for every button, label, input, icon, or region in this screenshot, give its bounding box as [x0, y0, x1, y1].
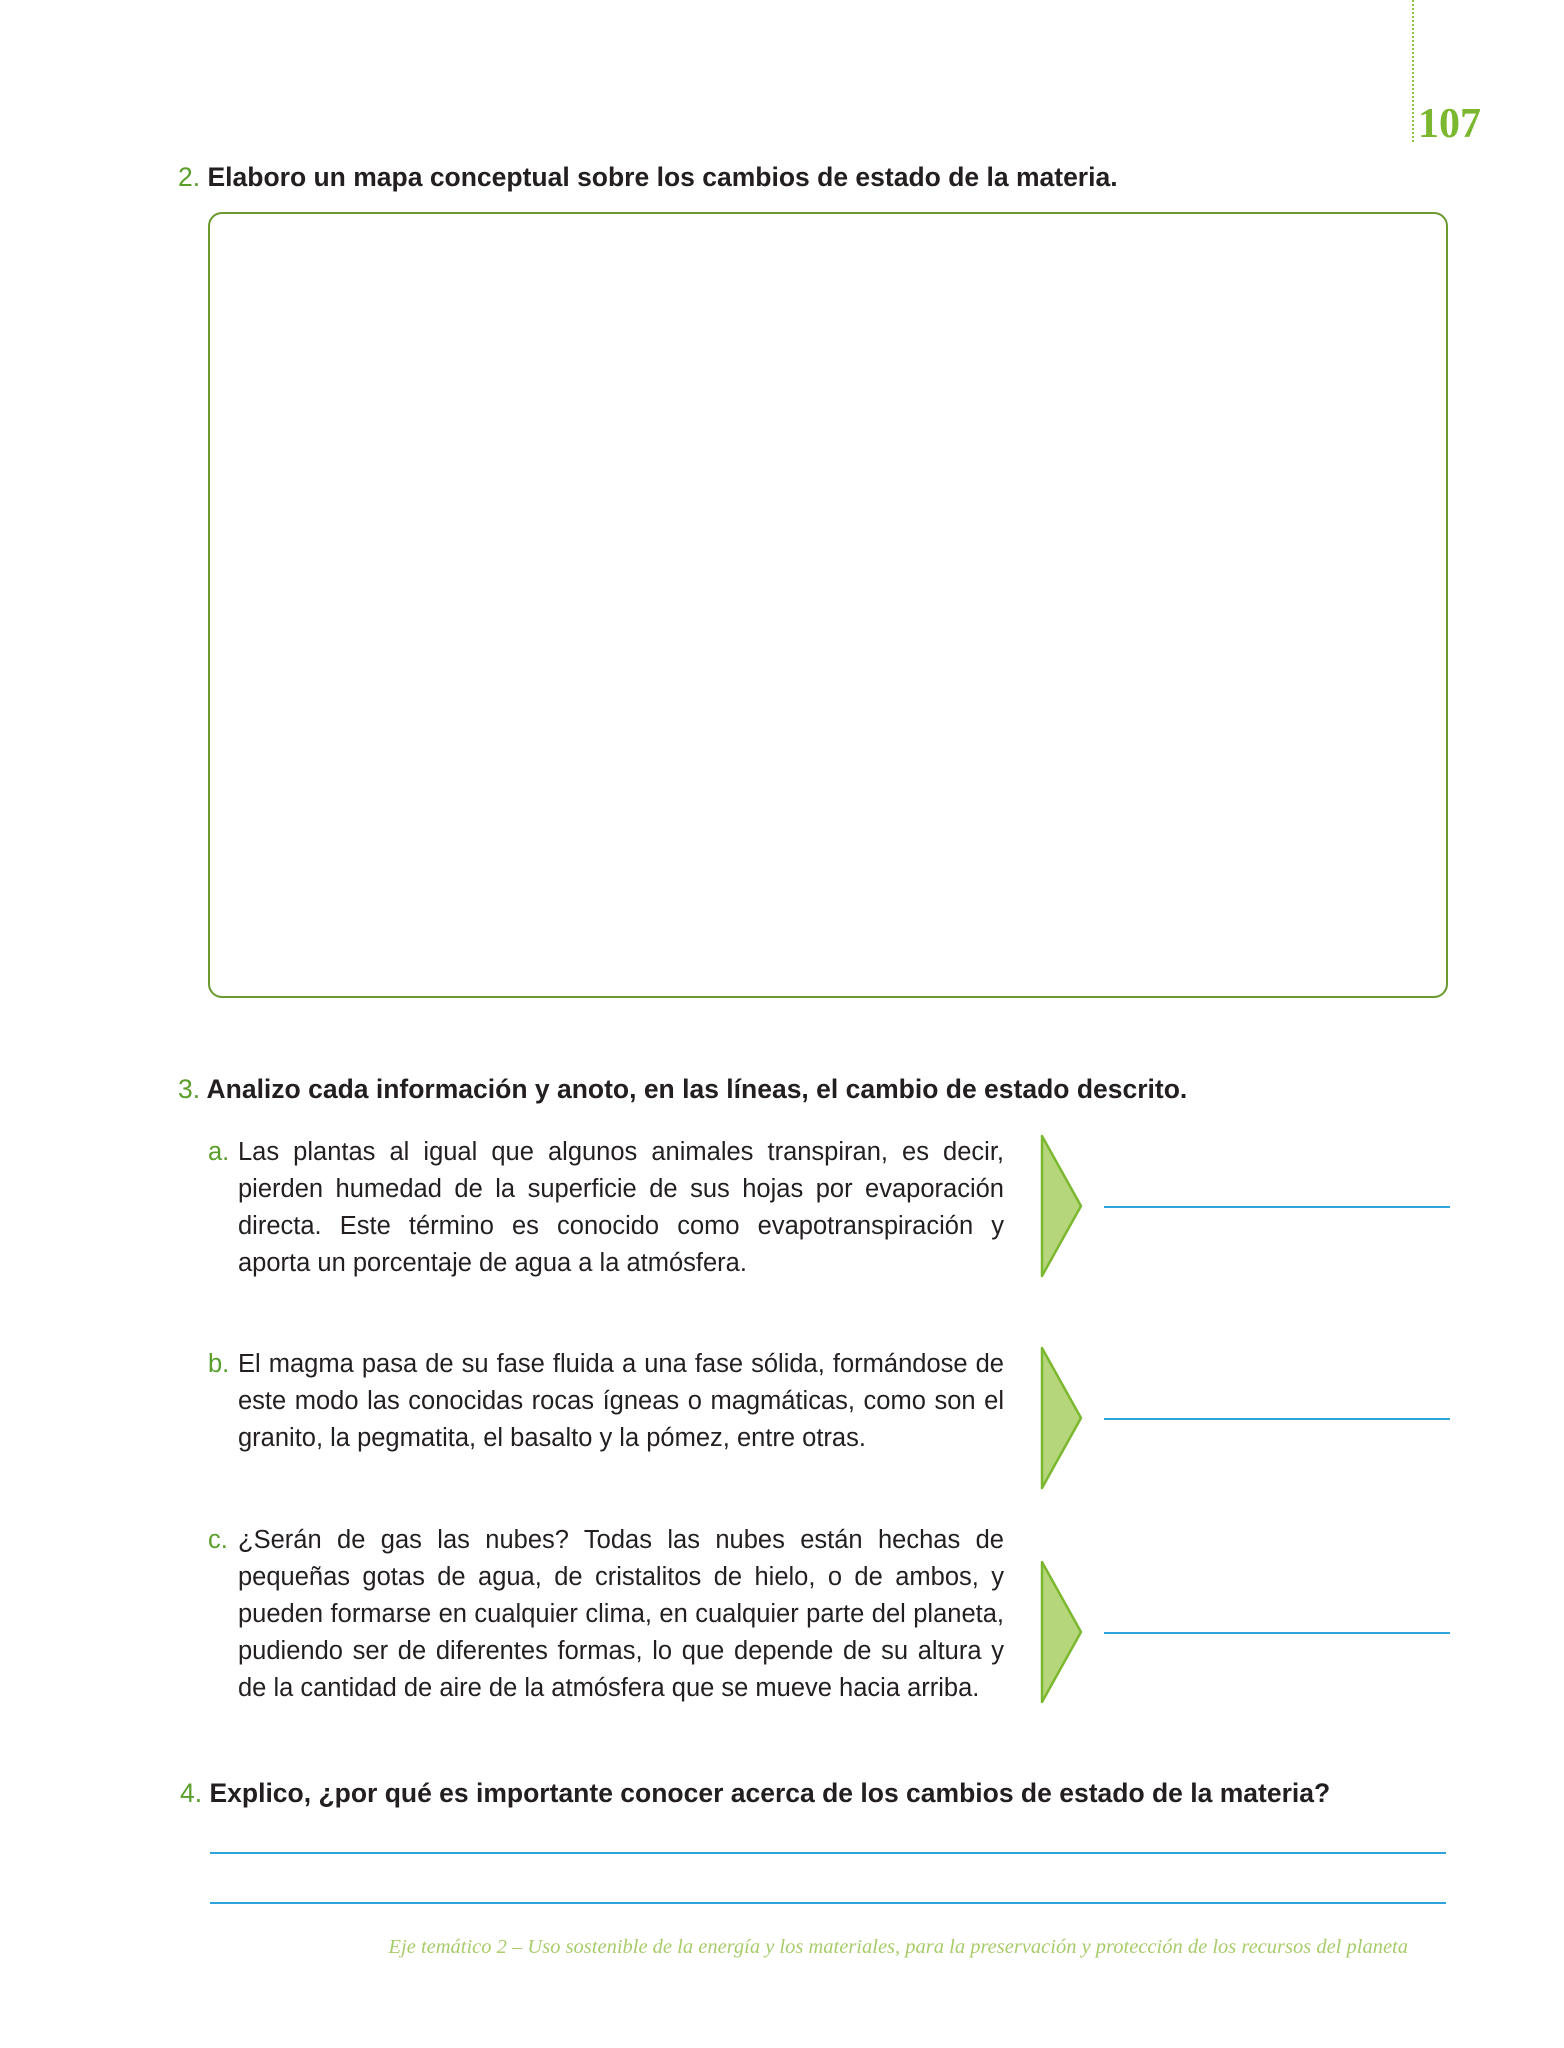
- page-number-divider: [1412, 0, 1414, 142]
- page-number: 107: [1418, 101, 1481, 147]
- item-text: El magma pasa de su fase fluida a una fase sólida, formándose de este modo las conocidas rocas ígneas o magmáticas, como son el granito, la pegmatita, el basalto y la pómez, entre otras.: [238, 1350, 1004, 1452]
- question-4: [180, 1776, 1330, 1810]
- question-3-item-c: [208, 1522, 1004, 1707]
- chevron-arrow-icon: [1040, 1560, 1084, 1704]
- item-letter: a.: [208, 1138, 230, 1166]
- item-letter: c.: [208, 1526, 228, 1554]
- footer-caption: Eje temático 2 – Uso sostenible de la energía y los materiales, para la preservación y protección de los recursos del planeta: [388, 1936, 1408, 1958]
- question-3-number: 3.: [178, 1074, 201, 1104]
- chevron-arrow-icon: [1040, 1346, 1084, 1490]
- question-2: [178, 160, 1118, 194]
- answer-line-b[interactable]: [1104, 1418, 1450, 1420]
- question-3-text: Analizo cada información y anoto, en las líneas, el cambio de estado descrito.: [206, 1074, 1188, 1104]
- question-2-number: 2.: [178, 162, 201, 192]
- item-text: Las plantas al igual que algunos animales transpiran, es decir, pierden humedad de la superficie de sus hojas por evaporación directa. Este término es conocido como evapotranspiración y aporta un porcentaje de agua a la atmósfera.: [238, 1138, 1004, 1277]
- item-letter: b.: [208, 1350, 230, 1378]
- answer-line-q4-2[interactable]: [210, 1902, 1446, 1904]
- answer-line-q4-1[interactable]: [210, 1852, 1446, 1854]
- item-text: ¿Serán de gas las nubes? Todas las nubes están hechas de pequeñas gotas de agua, de cristalitos de hielo, o de ambos, y pueden formarse en cualquier clima, en cualquier parte del planeta, pudiendo ser de diferentes formas, lo que depende de su altura y de la cantidad de aire de la atmósfera que se mueve hacia arriba.: [238, 1526, 1004, 1702]
- chevron-arrow-icon: [1040, 1134, 1084, 1278]
- question-4-text: Explico, ¿por qué es importante conocer acerca de los cambios de estado de la materia?: [209, 1778, 1331, 1808]
- question-2-text: Elaboro un mapa conceptual sobre los cambios de estado de la materia.: [207, 162, 1118, 192]
- concept-map-answer-box[interactable]: [208, 212, 1448, 998]
- question-3: [178, 1072, 1187, 1106]
- question-3-item-b: [208, 1346, 1004, 1457]
- question-3-item-a: [208, 1134, 1004, 1282]
- answer-line-a[interactable]: [1104, 1206, 1450, 1208]
- question-4-number: 4.: [180, 1778, 203, 1808]
- answer-line-c[interactable]: [1104, 1632, 1450, 1634]
